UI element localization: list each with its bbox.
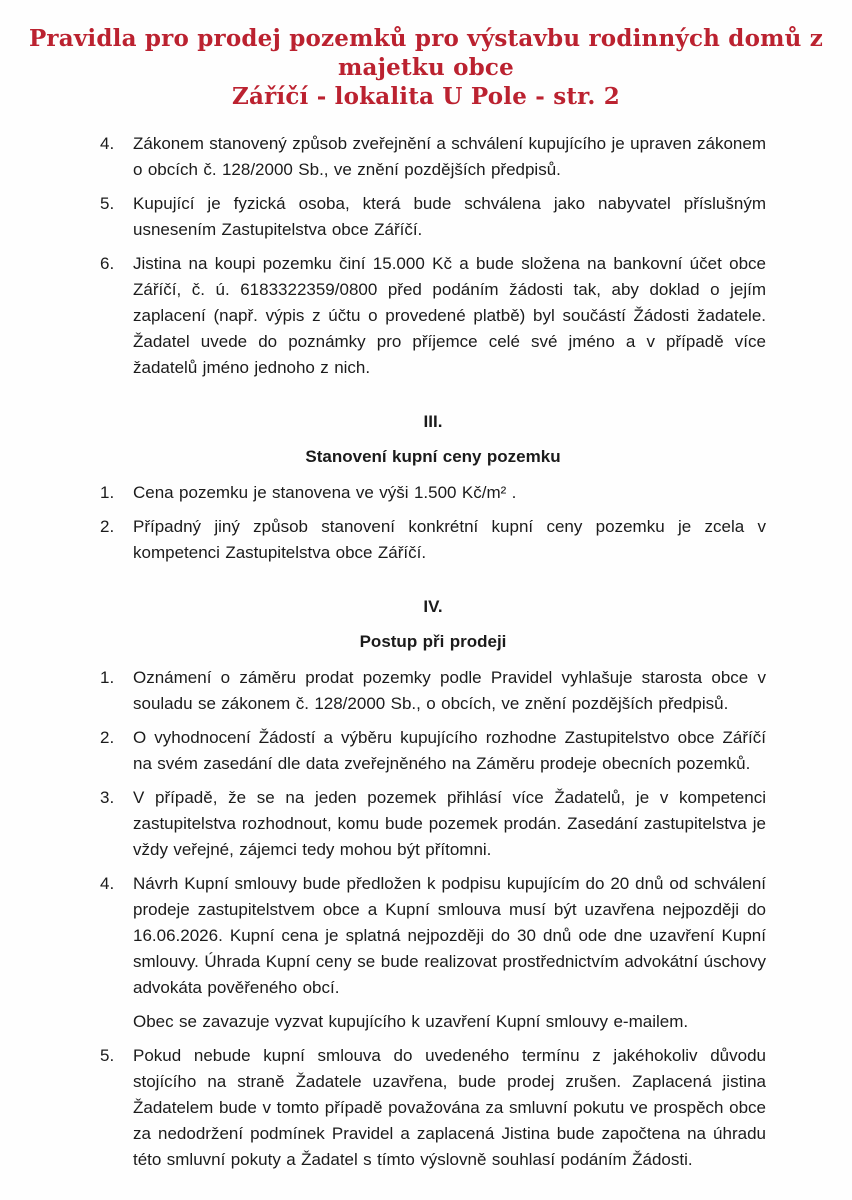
list-item-number: 2. xyxy=(100,728,115,747)
list-item xyxy=(100,131,766,183)
list-item-text: Zákonem stanovený způsob zveřejnění a schválení kupujícího je upraven zákonem o obcích č. 128/2000 Sb., ve znění pozdějších předpisů. xyxy=(133,134,766,179)
section-heading: Stanovení kupní ceny pozemku xyxy=(305,447,561,466)
list-item-number: 4. xyxy=(100,134,115,153)
list-item xyxy=(100,480,766,506)
list-item-number: 3. xyxy=(100,788,115,807)
section-number: III. xyxy=(423,412,443,431)
list-item xyxy=(100,191,766,243)
list-item-text: Oznámení o záměru prodat pozemky podle Pravidel vyhlašuje starosta obce v souladu se zákonem č. 128/2000 Sb., o obcích, ve znění pozdějších předpisů. xyxy=(133,668,766,713)
document-body xyxy=(0,131,852,1173)
list-item xyxy=(100,725,766,777)
list-item-number: 1. xyxy=(100,668,115,687)
page-title xyxy=(0,24,852,111)
list-item xyxy=(100,785,766,863)
list-item-number: 5. xyxy=(100,1046,115,1065)
list-item xyxy=(100,871,766,1001)
list-item-text: Kupující je fyzická osoba, která bude schválena jako nabyvatel příslušným usnesením Zastupitelstva obce Záříčí. xyxy=(133,194,766,239)
list-item-text: Pokud nebude kupní smlouva do uvedeného termínu z jakéhokoliv důvodu stojícího na straně Žadatele uzavřena, bude prodej zrušen. Zaplacená jistina Žadatelem bude v tomto případě považována za smluvní pokutu ve prospěch obce za nedodržení podmínek Pravidel a zaplacená Jistina bude započtena na úhradu této smluvní pokuty a Žadatel s tímto výslovně souhlasí podáním Žádosti. xyxy=(133,1046,766,1169)
list-item-text: V případě, že se na jeden pozemek přihlásí více Žadatelů, je v kompetenci zastupitelstva rozhodnout, komu bude pozemek prodán. Zasedání zastupitelstva je vždy veřejné, zájemci tedy mohou být přítomni. xyxy=(133,788,766,859)
list-item-number: 5. xyxy=(100,194,115,213)
list-item-text: Cena pozemku je stanovena ve výši 1.500 Kč/m² . xyxy=(133,483,517,502)
section-number: IV. xyxy=(423,597,443,616)
list-item-text: Jistina na koupi pozemku činí 15.000 Kč a bude složena na bankovní účet obce Záříčí, č. ú. 6183322359/0800 před podáním žádosti tak, aby doklad o jejím zaplacení (např. výpis z účtu o provedené platbě) byl součástí Žádosti žadatele. Žadatel uvede do poznámky pro příjemce celé své jméno a v případě více žadatelů jméno jednoho z nich. xyxy=(133,254,766,377)
list-item-number: 4. xyxy=(100,874,115,893)
list-item-text: O vyhodnocení Žádostí a výběru kupujícího rozhodne Zastupitelstvo obce Záříčí na svém zasedání dle data zveřejněného na Záměru prodeje obecních pozemků. xyxy=(133,728,766,773)
section-heading: Postup při prodeji xyxy=(359,632,507,651)
list-item xyxy=(100,665,766,717)
list-item-number: 2. xyxy=(100,517,115,536)
list-item-number: 1. xyxy=(100,483,115,502)
list-item xyxy=(100,1043,766,1173)
list-item xyxy=(100,514,766,566)
list-item-number: 6. xyxy=(100,254,115,273)
list-item-text: Případný jiný způsob stanovení konkrétní kupní ceny pozemku je zcela v kompetenci Zastupitelstva obce Záříčí. xyxy=(133,517,766,562)
page-title-line-2: Záříčí - lokalita U Pole - str. 2 xyxy=(232,83,620,110)
paragraph: Obec se zavazuje vyzvat kupujícího k uzavření Kupní smlouvy e-mailem. xyxy=(133,1012,689,1031)
list-item-text: Návrh Kupní smlouvy bude předložen k podpisu kupujícím do 20 dnů od schválení prodeje zastupitelstvem obce a Kupní smlouva musí být uzavřena nejpozději do 16.06.2026. Kupní cena je splatná nejpozději do 30 dnů ode dne uzavření Kupní smlouvy. Úhrada Kupní ceny se bude realizovat prostřednictvím advokátní úschovy advokáta pověřeného obcí. xyxy=(133,874,766,997)
page-title-line-1: Pravidla pro prodej pozemků pro výstavbu rodinných domů z majetku obce xyxy=(28,25,824,81)
list-item xyxy=(100,251,766,381)
